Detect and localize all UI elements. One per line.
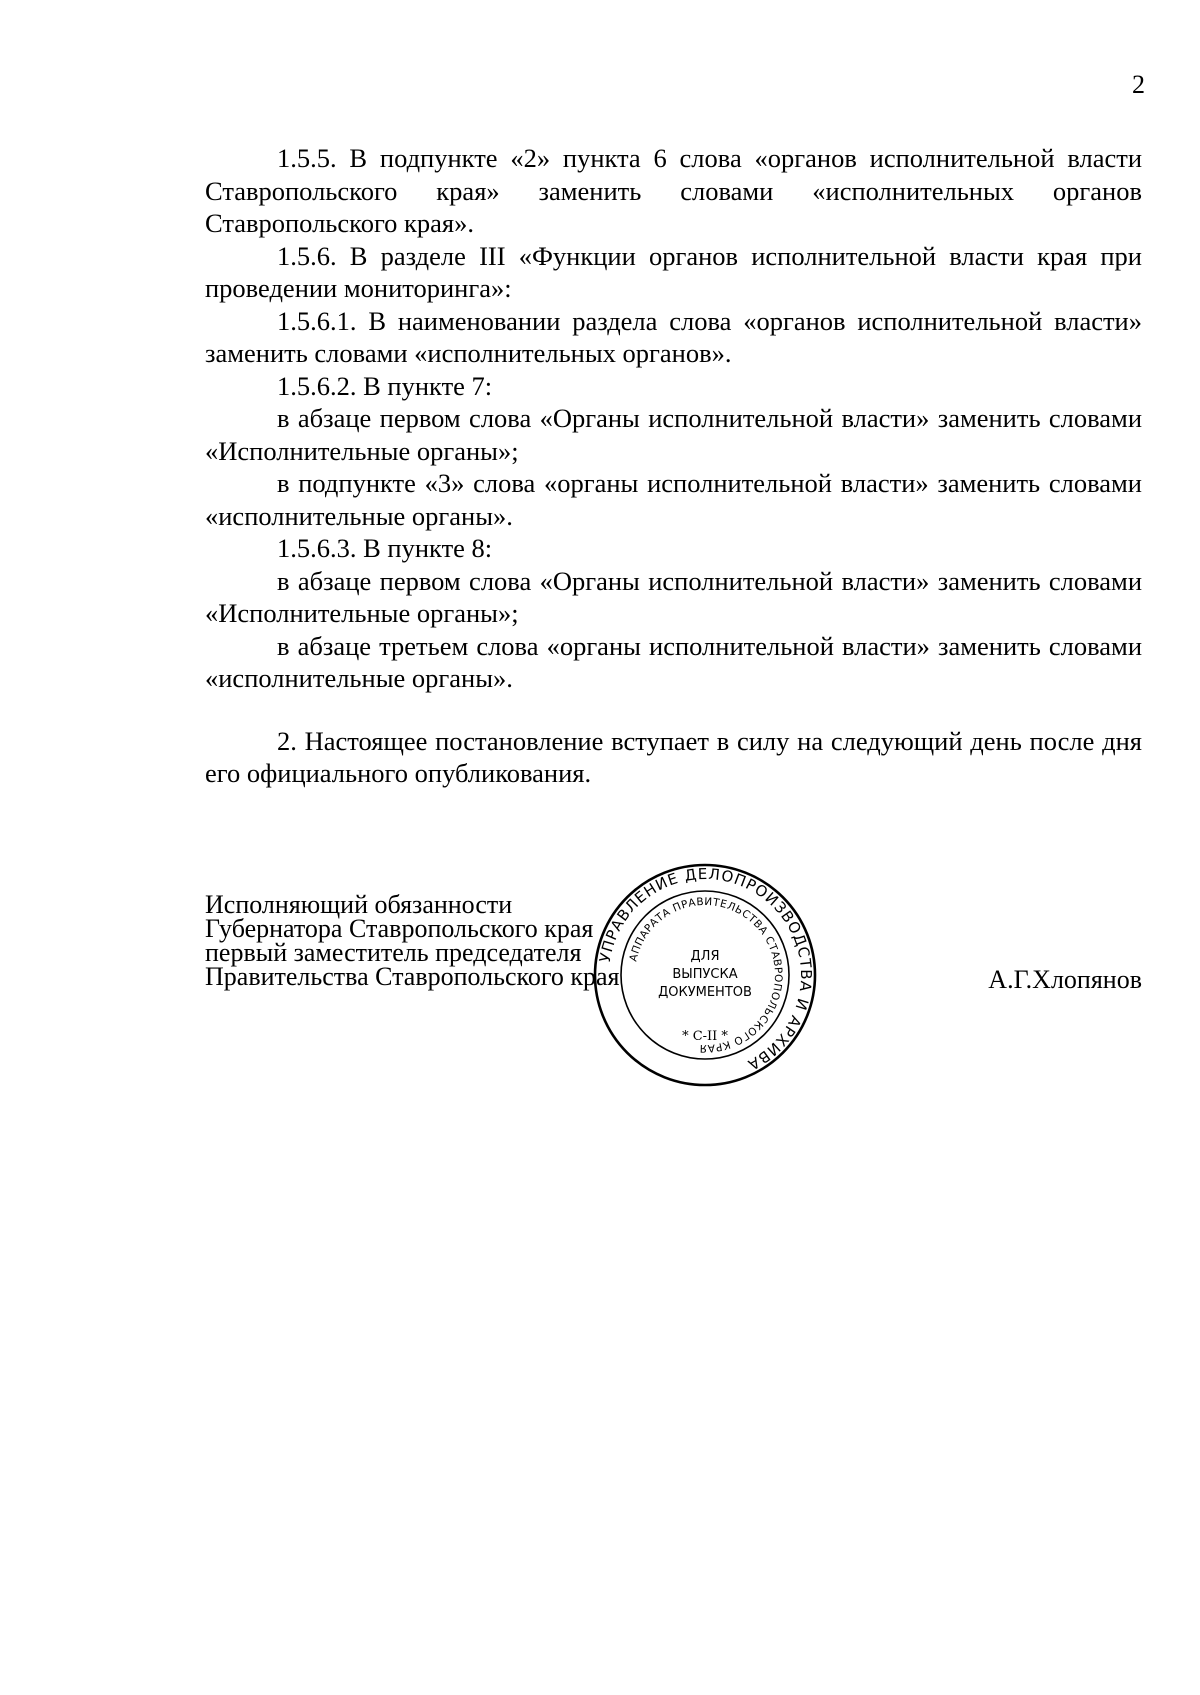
paragraph-1-5-6-3-b: в абзаце третьем слова «органы исполнительной власти» заменить словами «исполнительные органы». <box>205 630 1142 693</box>
paragraph-1-5-6-2-b: в подпункте «3» слова «органы исполнительной власти» заменить словами «исполнительные органы». <box>205 468 1142 531</box>
paragraph-1-5-5: 1.5.5. В подпункте «2» пункта 6 слова «органов исполнительной власти Ставропольского края» заменить словами «исполнительных органов Ставропольского края». <box>205 143 1142 238</box>
official-stamp <box>590 860 820 1090</box>
stamp-center-line-3: ДОКУМЕНТОВ <box>658 985 752 1000</box>
stamp-seal <box>590 860 820 1090</box>
paragraph-1-5-6-3: 1.5.6.3. В пункте 8: <box>277 533 493 563</box>
signatory-line-3: первый заместитель председателя <box>205 938 582 967</box>
signatory-name: А.Г.Хлопянов <box>988 965 1142 994</box>
signatory-line-1: Исполняющий обязанности <box>205 890 513 919</box>
signatory-line-2: Губернатора Ставропольского края <box>205 914 594 943</box>
paragraph-1-5-6: 1.5.6. В разделе III «Функции органов исполнительной власти края при проведении мониторинга»: <box>205 240 1142 303</box>
paragraph-1-5-6-1: 1.5.6.1. В наименовании раздела слова «органов исполнительной власти» заменить словами «исполнительных органов». <box>205 305 1142 368</box>
stamp-outer-text: УПРАВЛЕНИЕ ДЕЛОПРОИЗВОДСТВА И АРХИВА <box>595 864 816 1075</box>
stamp-center-line-1: ДЛЯ <box>690 949 720 964</box>
document-body <box>205 142 1142 790</box>
stamp-center-line-2: ВЫПУСКА <box>672 967 738 982</box>
paragraph-1-5-6-2-a: в абзаце первом слова «Органы исполнительной власти» заменить словами «Исполнительные органы»; <box>205 403 1142 466</box>
paragraph-1-5-6-3-a: в абзаце первом слова «Органы исполнительной власти» заменить словами «Исполнительные органы»; <box>205 565 1142 628</box>
page-number: 2 <box>1132 70 1145 99</box>
paragraph-1-5-6-2: 1.5.6.2. В пункте 7: <box>277 370 493 401</box>
paragraph-2: 2. Настоящее постановление вступает в силу на следующий день после дня его официального опубликования. <box>205 725 1142 788</box>
stamp-inner-text: АППАРАТА ПРАВИТЕЛЬСТВА СТАВРОПОЛЬСКОГО КРАЯ <box>627 895 785 1055</box>
stamp-code: * С-II * <box>682 1029 728 1044</box>
signatory-line-4: Правительства Ставропольского края <box>205 962 620 991</box>
signatory-position <box>205 890 620 991</box>
